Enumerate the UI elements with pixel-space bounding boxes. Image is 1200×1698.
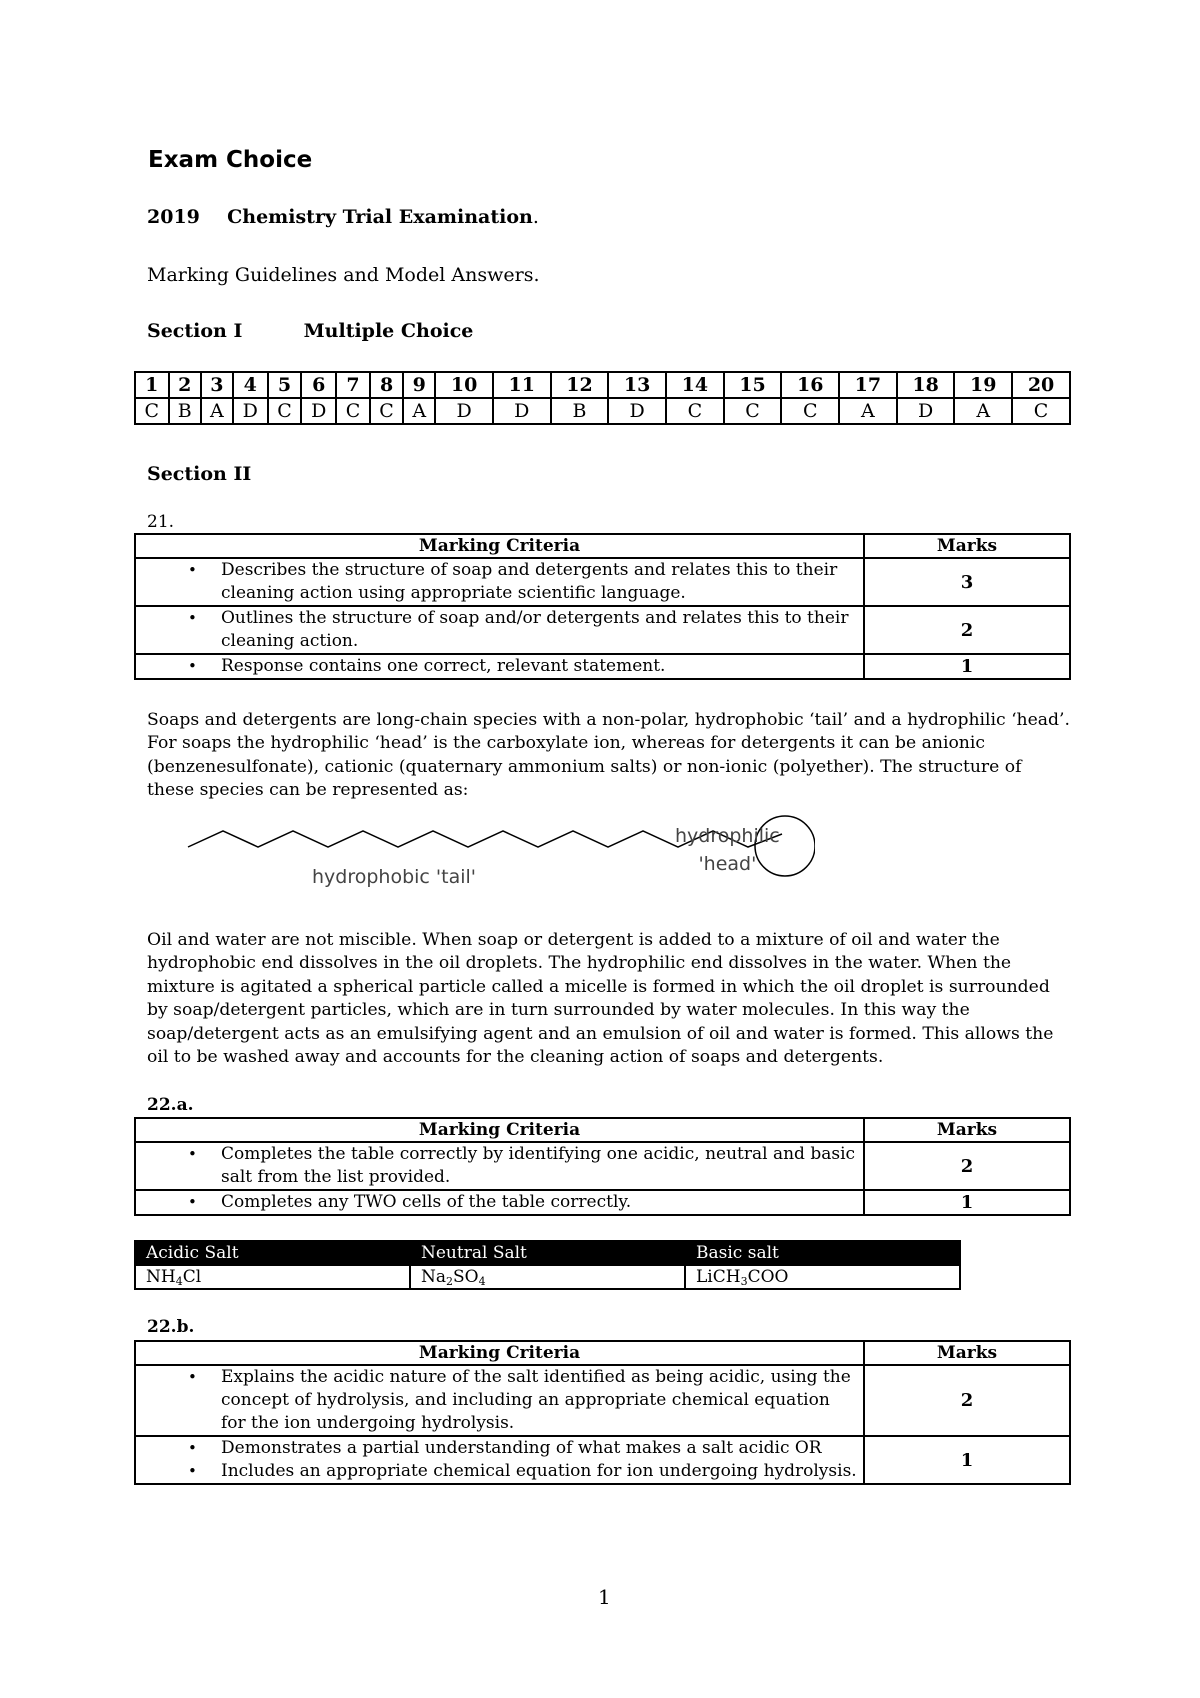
criteria-header: Marking Criteria	[135, 534, 864, 558]
marks-cell: 3	[864, 558, 1070, 606]
question-number-cell: 19	[954, 372, 1012, 398]
q21-marking-criteria-table	[134, 533, 1071, 680]
criteria-list	[136, 1191, 863, 1214]
answer-cell: C	[336, 398, 370, 424]
criteria-cell	[135, 1365, 864, 1436]
criteria-header-row	[135, 1118, 1070, 1142]
exam-subtitle: Marking Guidelines and Model Answers.	[147, 264, 540, 286]
section1-heading	[147, 320, 473, 342]
section1-label: Section I	[147, 320, 243, 342]
criteria-item: • Completes any TWO cells of the table correctly.	[136, 1191, 863, 1214]
formula-part: SO	[453, 1267, 479, 1287]
question-number-cell: 7	[336, 372, 370, 398]
marks-cell: 1	[864, 1190, 1070, 1215]
criteria-item: • Response contains one correct, relevant statement.	[136, 655, 863, 678]
neutral-salt-value	[410, 1265, 685, 1289]
answer-cell: D	[233, 398, 268, 424]
neutral-salt-header: Neutral Salt	[410, 1241, 685, 1265]
criteria-cell	[135, 1142, 864, 1190]
criteria-item: • Describes the structure of soap and detergents and relates this to their cleaning action using appropriate scientific language.	[136, 559, 863, 605]
question-number-cell: 11	[493, 372, 551, 398]
exam-title-period: .	[532, 206, 539, 228]
criteria-header: Marking Criteria	[135, 1118, 864, 1142]
criteria-list	[136, 1366, 863, 1435]
criteria-item: • Outlines the structure of soap and/or detergents and relates this to their cleaning action.	[136, 607, 863, 653]
criteria-item: • Completes the table correctly by identifying one acidic, neutral and basic salt from the list provided.	[136, 1143, 863, 1189]
formula-part: Na	[421, 1267, 447, 1287]
hydrophilic-head-label	[675, 822, 780, 878]
salt-value-row	[135, 1265, 960, 1289]
exam-title	[147, 206, 539, 228]
head-label-line-1: hydrophilic	[675, 825, 780, 847]
criteria-row	[135, 1190, 1070, 1215]
answer-row	[135, 398, 1070, 424]
criteria-item: • Demonstrates a partial understanding of what makes a salt acidic OR	[136, 1437, 863, 1460]
criteria-row	[135, 558, 1070, 606]
criteria-item: • Explains the acidic nature of the salt identified as being acidic, using the concept of hydrolysis, and including an appropriate chemical equation for the ion undergoing hydrolysis.	[136, 1366, 863, 1435]
salt-classification-table	[134, 1240, 961, 1290]
answer-cell: B	[551, 398, 609, 424]
criteria-item: • Includes an appropriate chemical equation for ion undergoing hydrolysis.	[136, 1460, 863, 1483]
criteria-cell	[135, 558, 864, 606]
criteria-list	[136, 607, 863, 653]
q21-number: 21.	[147, 512, 175, 532]
formula-subscript: 4	[478, 1275, 486, 1288]
q22a-number: 22.a.	[147, 1095, 194, 1115]
brand-title: Exam Choice	[148, 147, 313, 173]
criteria-list	[136, 1143, 863, 1189]
exam-name: Chemistry Trial Examination	[227, 206, 533, 228]
question-number-cell: 10	[435, 372, 493, 398]
question-number-cell: 8	[370, 372, 404, 398]
hydrophobic-tail-label: hydrophobic 'tail'	[312, 866, 477, 888]
question-number-cell: 14	[666, 372, 724, 398]
answer-cell: C	[781, 398, 839, 424]
criteria-list	[136, 559, 863, 605]
formula-part: COO	[747, 1267, 789, 1287]
basic-salt-value	[685, 1265, 960, 1289]
formula-subscript: 3	[740, 1275, 748, 1288]
q21-answer-paragraph-1: Soaps and detergents are long-chain species with a non-polar, hydrophobic ‘tail’ and a hydrophilic ‘head’. For soaps the hydrophilic ‘head’ is the carboxylate ion, whereas for detergents it can be anionic (benzenesulfonate), cationic (quaternary ammonium salts) or non-ionic (polyether). The structure of these species can be represented as:	[147, 710, 1070, 801]
q21-answer-paragraph-2: Oil and water are not miscible. When soap or detergent is added to a mixture of oil and water the hydrophobic end dissolves in the oil droplets. The hydrophilic end dissolves in the water. When the mixture is agitated a spherical particle called a micelle is formed in which the oil droplet is surrounded by soap/detergent particles, which are in turn surrounded by water molecules. In this way the soap/detergent acts as an emulsifying agent and an emulsion of oil and water is formed. This allows the oil to be washed away and accounts for the cleaning action of soaps and detergents.	[147, 930, 1054, 1068]
head-label-line-2: 'head'	[698, 853, 757, 875]
question-number-cell: 16	[781, 372, 839, 398]
criteria-row	[135, 606, 1070, 654]
answer-cell: D	[301, 398, 336, 424]
criteria-cell	[135, 654, 864, 679]
question-number-row	[135, 372, 1070, 398]
answer-cell: C	[370, 398, 404, 424]
answer-cell: C	[135, 398, 169, 424]
answer-cell: D	[493, 398, 551, 424]
question-number-cell: 15	[724, 372, 782, 398]
answer-cell: A	[954, 398, 1012, 424]
marks-cell: 2	[864, 1142, 1070, 1190]
criteria-cell	[135, 606, 864, 654]
exam-year: 2019	[147, 206, 200, 228]
section2-heading: Section II	[147, 463, 252, 485]
criteria-row	[135, 654, 1070, 679]
answer-cell: C	[268, 398, 302, 424]
question-number-cell: 18	[897, 372, 955, 398]
formula-subscript: 2	[446, 1275, 454, 1288]
question-number-cell: 1	[135, 372, 169, 398]
criteria-list	[136, 1437, 863, 1483]
answer-cell: A	[201, 398, 233, 424]
section1-name: Multiple Choice	[303, 320, 474, 342]
answer-cell: D	[435, 398, 493, 424]
formula-subscript: 4	[175, 1275, 183, 1288]
marks-cell: 2	[864, 1365, 1070, 1436]
question-number-cell: 6	[301, 372, 336, 398]
question-number-cell: 5	[268, 372, 302, 398]
question-number-cell: 20	[1012, 372, 1070, 398]
question-number-cell: 9	[403, 372, 435, 398]
question-number-cell: 12	[551, 372, 609, 398]
question-number-cell: 13	[608, 372, 666, 398]
page-number: 1	[598, 1585, 611, 1609]
acidic-salt-value	[135, 1265, 410, 1289]
answer-cell: C	[1012, 398, 1070, 424]
marks-header: Marks	[864, 534, 1070, 558]
marks-header: Marks	[864, 1118, 1070, 1142]
q22b-number: 22.b.	[147, 1317, 195, 1337]
question-number-cell: 3	[201, 372, 233, 398]
formula-part: Cl	[182, 1267, 202, 1287]
formula-part: NH	[146, 1267, 176, 1287]
criteria-cell	[135, 1436, 864, 1484]
criteria-row	[135, 1436, 1070, 1484]
q22a-marking-criteria-table	[134, 1117, 1071, 1216]
marks-header: Marks	[864, 1341, 1070, 1365]
acidic-salt-header: Acidic Salt	[135, 1241, 410, 1265]
question-number-cell: 4	[233, 372, 268, 398]
q22b-marking-criteria-table	[134, 1340, 1071, 1485]
criteria-cell	[135, 1190, 864, 1215]
answer-cell: B	[169, 398, 201, 424]
marks-cell: 1	[864, 1436, 1070, 1484]
answer-cell: D	[608, 398, 666, 424]
salt-header-row	[135, 1241, 960, 1265]
question-number-cell: 17	[839, 372, 897, 398]
question-number-cell: 2	[169, 372, 201, 398]
criteria-header-row	[135, 534, 1070, 558]
marks-cell: 2	[864, 606, 1070, 654]
criteria-row	[135, 1365, 1070, 1436]
answer-cell: C	[724, 398, 782, 424]
basic-salt-header: Basic salt	[685, 1241, 960, 1265]
answer-cell: C	[666, 398, 724, 424]
answer-cell: A	[839, 398, 897, 424]
answer-cell: D	[897, 398, 955, 424]
criteria-header: Marking Criteria	[135, 1341, 864, 1365]
multiple-choice-answer-table	[134, 371, 1071, 425]
marks-cell: 1	[864, 654, 1070, 679]
criteria-list	[136, 655, 863, 678]
criteria-row	[135, 1142, 1070, 1190]
formula-part: LiCH	[696, 1267, 741, 1287]
answer-cell: A	[403, 398, 435, 424]
criteria-header-row	[135, 1341, 1070, 1365]
